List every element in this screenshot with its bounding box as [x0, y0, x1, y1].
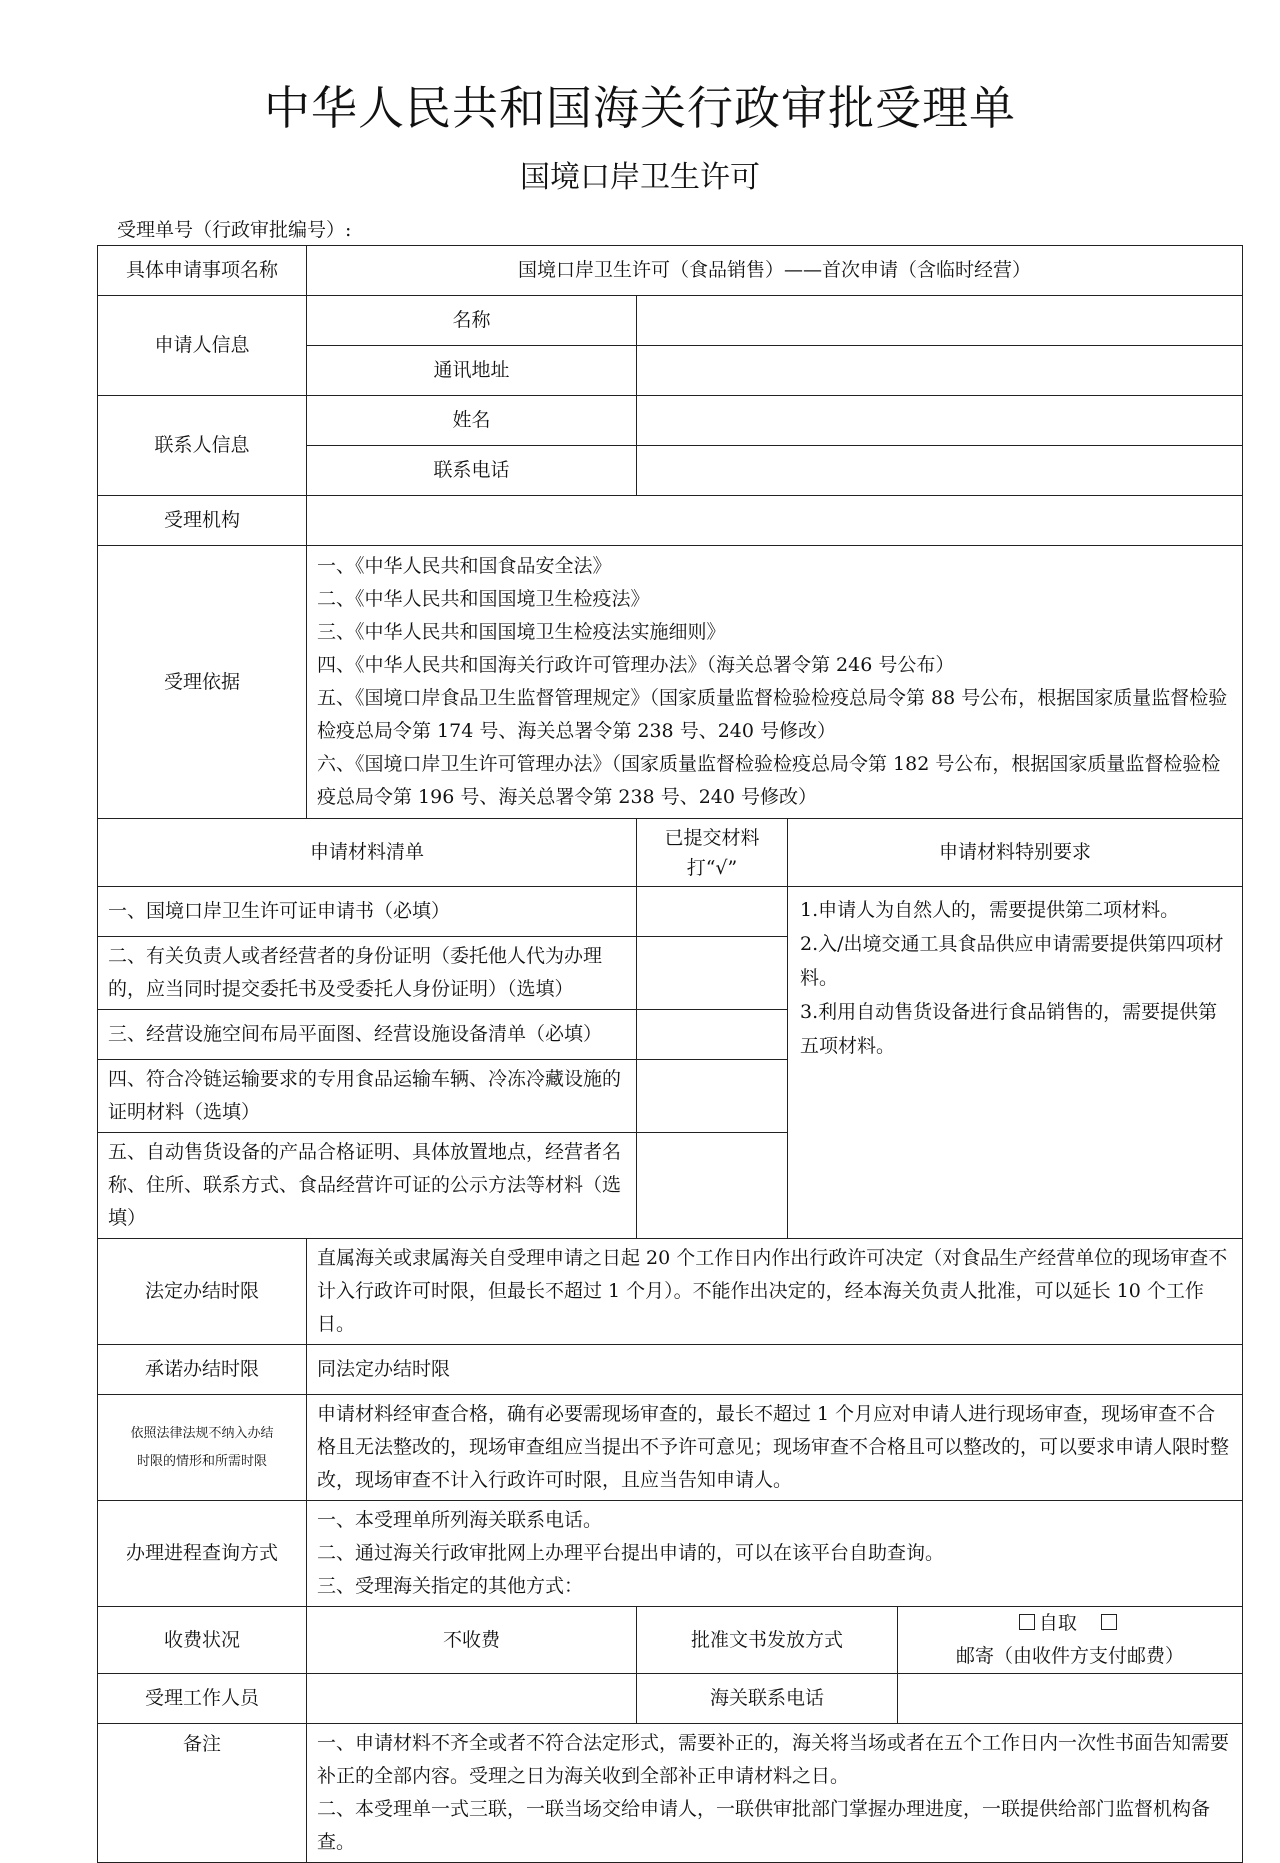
staff-field[interactable]: [307, 1674, 637, 1724]
delivery-method-label: 批准文书发放方式: [637, 1607, 898, 1674]
checkbox-mail[interactable]: [1101, 1614, 1117, 1630]
basis-item: 一、《中华人民共和国食品安全法》: [317, 555, 612, 577]
applicant-address-label: 通讯地址: [307, 346, 637, 396]
progress-query-item: 三、受理海关指定的其他方式：: [317, 1575, 584, 1597]
item-name-value: 国境口岸卫生许可（食品销售）——首次申请（含临时经营）: [307, 246, 1243, 296]
remarks-item: 二、本受理单一式三联，一联当场交给申请人，一联供审批部门掌握办理进度，一联提供给部门监督机构备查。: [317, 1798, 1211, 1853]
basis-label: 受理依据: [98, 546, 307, 819]
excluded-time-value: 申请材料经审查合格，确有必要需现场审查的，最长不超过 1 个月应对申请人进行现场审查，现场审查不合格且无法整改的，现场审查组应当提出不予许可意见；现场审查不合格且可以整改的，可以要求申请人限时整改，现场审查不计入行政许可时限，且应当告知申请人。: [307, 1395, 1243, 1501]
excluded-time-label-line1: 依照法律法规不纳入办结: [130, 1425, 274, 1441]
remarks-item: 一、申请材料不齐全或者不符合法定形式，需要补正的，海关将当场或者在五个工作日内一次性书面告知需要补正的全部内容。受理之日为海关收到全部补正申请材料之日。: [317, 1732, 1230, 1787]
item-name-label: 具体申请事项名称: [98, 246, 307, 296]
customs-phone-label: 海关联系电话: [637, 1674, 898, 1724]
fee-label: 收费状况: [98, 1607, 307, 1674]
fee-value: 不收费: [307, 1607, 637, 1674]
material-row: 四、符合冷链运输要求的专用食品运输车辆、冷冻冷藏设施的证明材料（选填）: [98, 1060, 637, 1133]
material-check-cell[interactable]: [637, 1060, 788, 1133]
material-check-cell[interactable]: [637, 887, 788, 937]
excluded-time-label: [98, 1395, 307, 1501]
applicant-name-field[interactable]: [637, 296, 1243, 346]
special-requirements-list: [788, 887, 1243, 1239]
material-row: 三、经营设施空间布局平面图、经营设施设备清单（必填）: [98, 1010, 637, 1060]
legal-time-limit-label: 法定办结时限: [98, 1239, 307, 1345]
special-requirement-item: 3.利用自动售货设备进行食品销售的，需要提供第五项材料。: [800, 1001, 1218, 1057]
materials-header: 申请材料清单: [98, 819, 637, 887]
basis-item: 四、《中华人民共和国海关行政许可管理办法》（海关总署令第 246 号公布）: [317, 654, 955, 676]
material-row: 五、自动售货设备的产品合格证明、具体放置地点，经营者名称、住所、联系方式、食品经营许可证的公示方法等材料（选填）: [98, 1133, 637, 1239]
staff-label: 受理工作人员: [98, 1674, 307, 1724]
material-check-cell[interactable]: [637, 937, 788, 1010]
delivery-method-options: [898, 1607, 1243, 1674]
excluded-time-label-line2: 时限的情形和所需时限: [136, 1453, 267, 1469]
material-check-cell[interactable]: [637, 1010, 788, 1060]
promised-time-limit-label: 承诺办结时限: [98, 1345, 307, 1395]
document-subtitle: 国境口岸卫生许可: [520, 160, 760, 195]
contact-name-field[interactable]: [637, 396, 1243, 446]
special-requirements-header: 申请材料特别要求: [788, 819, 1243, 887]
agency-label: 受理机构: [98, 496, 307, 546]
contact-name-label: 姓名: [307, 396, 637, 446]
basis-item: 三、《中华人民共和国国境卫生检疫法实施细则》: [317, 621, 726, 643]
material-row: 一、国境口岸卫生许可证申请书（必填）: [98, 887, 637, 937]
promised-time-limit-value: 同法定办结时限: [307, 1345, 1243, 1395]
document-title: 中华人民共和国海关行政审批受理单: [264, 81, 1016, 135]
special-requirement-item: 1.申请人为自然人的，需要提供第二项材料。: [800, 899, 1180, 921]
material-check-cell[interactable]: [637, 1133, 788, 1239]
remarks-list: [307, 1724, 1243, 1863]
checkbox-self-pickup[interactable]: [1019, 1614, 1035, 1630]
receipt-number-label: 受理单号（行政审批编号）:: [117, 219, 352, 241]
legal-time-limit-value: 直属海关或隶属海关自受理申请之日起 20 个工作日内作出行政许可决定（对食品生产经营单位的现场审查不计入行政许可时限，但最长不超过 1 个月）。不能作出决定的，经本海关负责人批准，可以延长 10 个工作日。: [307, 1239, 1243, 1345]
applicant-info-label: 申请人信息: [98, 296, 307, 396]
submitted-header: [637, 819, 788, 887]
contact-phone-field[interactable]: [637, 446, 1243, 496]
applicant-name-label: 名称: [307, 296, 637, 346]
progress-query-item: 二、通过海关行政审批网上办理平台提出申请的，可以在该平台自助查询。: [317, 1542, 945, 1564]
self-pickup-label: 自取: [1038, 1612, 1077, 1634]
progress-query-list: [307, 1501, 1243, 1607]
material-row: 二、有关负责人或者经营者的身份证明（委托他人代为办理的，应当同时提交委托书及受委托人身份证明）（选填）: [98, 937, 637, 1010]
agency-field[interactable]: [307, 496, 1243, 546]
acceptance-form-table: [97, 245, 1243, 1863]
submitted-header-line1: 已提交材料: [664, 826, 760, 849]
mail-label: 邮寄（由收件方支付邮费）: [956, 1645, 1185, 1667]
customs-phone-field[interactable]: [898, 1674, 1243, 1724]
basis-item: 二、《中华人民共和国国境卫生检疫法》: [317, 588, 650, 610]
submitted-header-line2: 打“√”: [686, 856, 738, 879]
applicant-address-field[interactable]: [637, 346, 1243, 396]
basis-item: 五、《国境口岸食品卫生监督管理规定》（国家质量监督检验检疫总局令第 88 号公布，根据国家质量监督检验检疫总局令第 174 号、海关总署令第 238 号、240 号修改）: [317, 687, 1228, 742]
basis-item: 六、《国境口岸卫生许可管理办法》（国家质量监督检验检疫总局令第 182 号公布，根据国家质量监督检验检疫总局令第 196 号、海关总署令第 238 号、240 号修改）: [317, 753, 1221, 808]
progress-query-item: 一、本受理单所列海关联系电话。: [317, 1509, 603, 1531]
progress-query-label: 办理进程查询方式: [98, 1501, 307, 1607]
basis-list: [307, 546, 1243, 819]
special-requirement-item: 2.入/出境交通工具食品供应申请需要提供第四项材料。: [800, 933, 1224, 989]
contact-info-label: 联系人信息: [98, 396, 307, 496]
remarks-label: 备注: [98, 1724, 307, 1863]
contact-phone-label: 联系电话: [307, 446, 637, 496]
